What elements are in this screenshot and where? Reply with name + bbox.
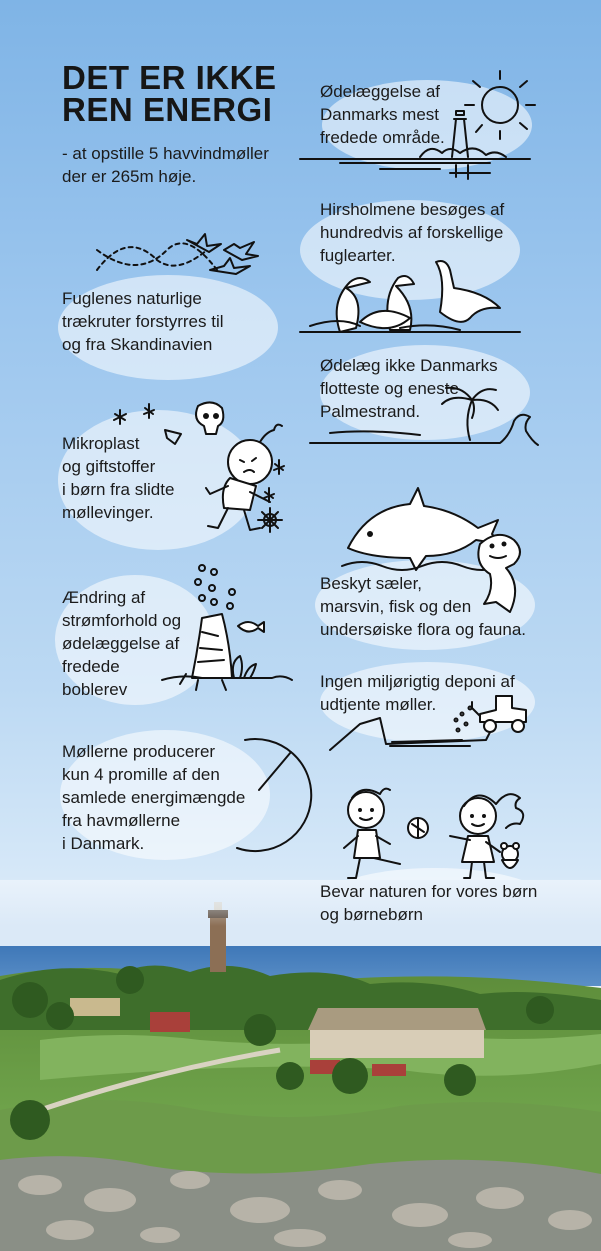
pelicans-icon [300, 252, 530, 337]
page-subtitle: - at opstille 5 havvindmøller der er 265m høje. [62, 144, 269, 186]
lighthouse-sun-icon [300, 75, 530, 185]
point-deponi: Ingen miljørigtig deponi af udtjente møller. [320, 672, 515, 714]
bulldozer-landfill-icon [330, 690, 535, 760]
dolphin-seal-icon [342, 484, 547, 619]
page-title: DET ER IKKE REN ENERGI [62, 59, 277, 128]
landscape-photo [0, 880, 601, 1251]
point-promille: Møllerne producerer kun 4 promille af den samlede energimængde fra havmøllerne i Danmark. [62, 742, 246, 853]
point-palmestrand: Ødelæg ikke Danmarks flotteste og eneste Palmestrand. [320, 356, 498, 421]
point-stroemforhold: Ændring af strømforhold og ødelæggelse af fredede boblerev [62, 588, 182, 699]
children-playing-icon [338, 788, 543, 883]
flying-birds-icon [92, 230, 267, 285]
palm-beach-icon [310, 385, 540, 450]
point-mikroplast: Mikroplast og giftstoffer i børn fra slidte møllevinger. [62, 434, 175, 522]
point-saeler: Beskyt sæler, marsvin, fisk og den undersøiske flora og fauna. [320, 574, 527, 639]
point-traekruter: Fuglenes naturlige trækruter forstyrres til og fra Skandinavien [62, 289, 224, 354]
point-fredede-omraade: Ødelæggelse af Danmarks mest fredede område. [320, 82, 445, 147]
point-hirsholmene: Hirsholmene besøges af hundredvis af forskellige fuglearter. [320, 200, 505, 265]
point-boern: Bevar naturen for vores børn og børnebørn [320, 882, 538, 924]
pie-share-icon [205, 732, 315, 852]
bubble-reef-icon [162, 562, 297, 692]
child-toxins-icon [110, 402, 300, 537]
